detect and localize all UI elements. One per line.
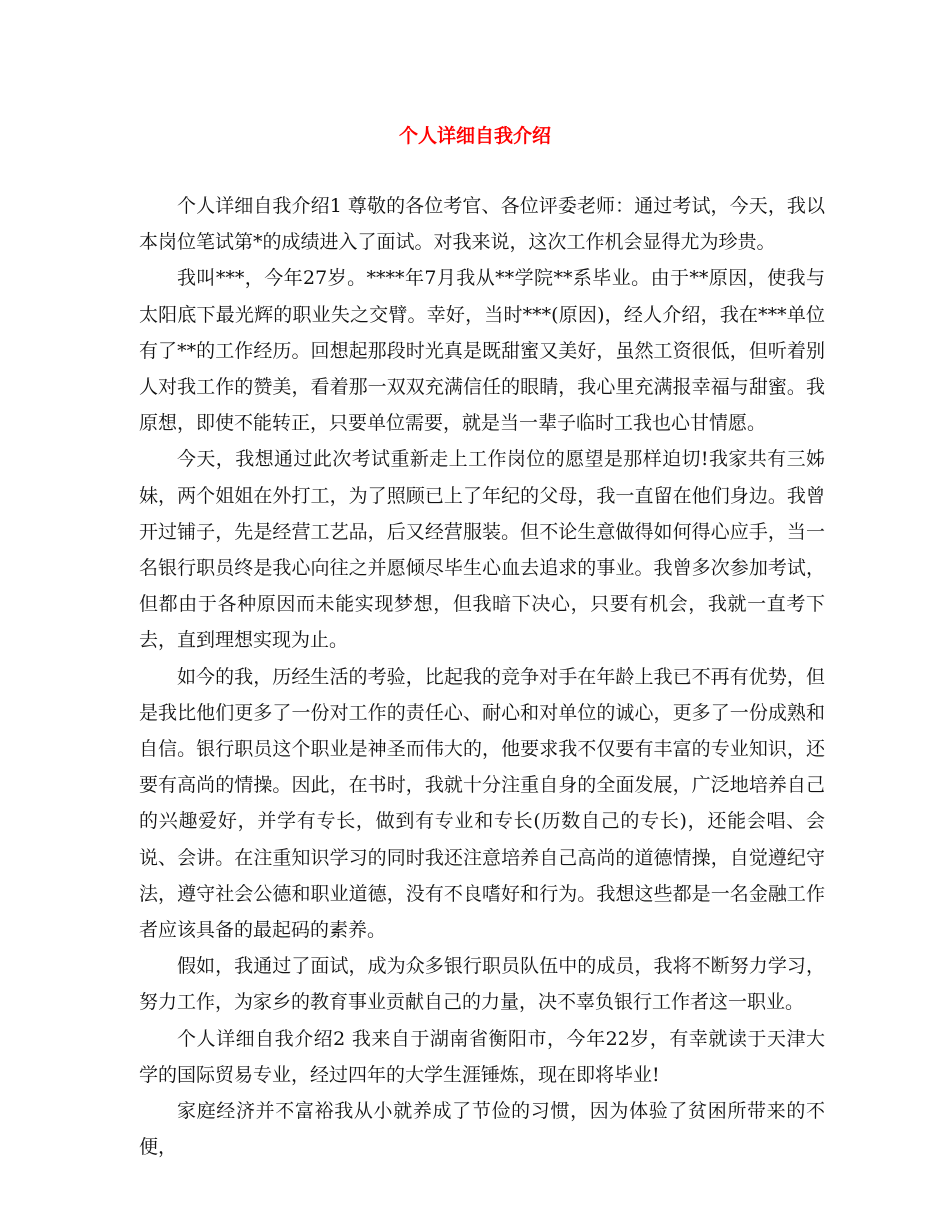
document-body — [139, 188, 825, 1165]
paragraph-qualities: 如今的我，历经生活的考验，比起我的竞争对手在年龄上我已不再有优势，但是我比他们更多了一份对工作的责任心、耐心和对单位的诚心，更多了一份成熟和自信。银行职员这个职业是神圣而伟大的，他要求我不仅要有丰富的专业知识，还要有高尚的情操。因此，在书时，我就十分注重自身的全面发展，广泛地培养自己的兴趣爱好，并学有专长，做到有专业和专长(历数自己的专长)，还能会唱、会说、会讲。在注重知识学习的同时我还注意培养自己高尚的道德情操，自觉遵纪守法，遵守社会公德和职业道德，没有不良嗜好和行为。我想这些都是一名金融工作者应该具备的最起码的素养。 — [139, 665, 825, 942]
paragraph-intro-1: 个人详细自我介绍1 尊敬的各位考官、各位评委老师：通过考试，今天，我以本岗位笔试第*的成绩进入了面试。对我来说，这次工作机会显得尤为珍贵。 — [139, 195, 825, 254]
paragraph-commitment: 假如，我通过了面试，成为众多银行职员队伍中的成员，我将不断努力学习，努力工作，为家乡的教育事业贡献自己的力量，决不辜负银行工作者这一职业。 — [139, 955, 825, 1014]
paragraph-background: 我叫***，今年27岁。****年7月我从**学院**系毕业。由于**原因，使我与太阳底下最光辉的职业失之交臂。幸好，当时***(原因)，经人介绍，我在***单位有了**的工作经历。回想起那段时光真是既甜蜜又美好，虽然工资很低，但听着别人对我工作的赞美，看着那一双双充满信任的眼睛，我心里充满报幸福与甜蜜。我原想，即使不能转正，只要单位需要，就是当一辈子临时工我也心甘情愿。 — [139, 267, 825, 435]
paragraph-family: 家庭经济并不富裕我从小就养成了节俭的习惯，因为体验了贫困所带来的不便， — [139, 1100, 825, 1159]
paragraph-aspiration: 今天，我想通过此次考试重新走上工作岗位的愿望是那样迫切!我家共有三姊妹，两个姐姐在外打工，为了照顾已上了年纪的父母，我一直留在他们身边。我曾开过铺子，先是经营工艺品，后又经营服装。但不论生意做得如何得心应手，当一名银行职员终是我心向往之并愿倾尽毕生心血去追求的事业。我曾多次参加考试，但都由于各种原因而未能实现梦想，但我暗下决心，只要有机会，我就一直考下去，直到理想实现为止。 — [139, 448, 825, 652]
document-title: 个人详细自我介绍 — [398, 125, 551, 147]
paragraph-intro-2: 个人详细自我介绍2 我来自于湖南省衡阳市，今年22岁，有幸就读于天津大学的国际贸易专业，经过四年的大学生涯锤炼，现在即将毕业! — [139, 1027, 825, 1086]
